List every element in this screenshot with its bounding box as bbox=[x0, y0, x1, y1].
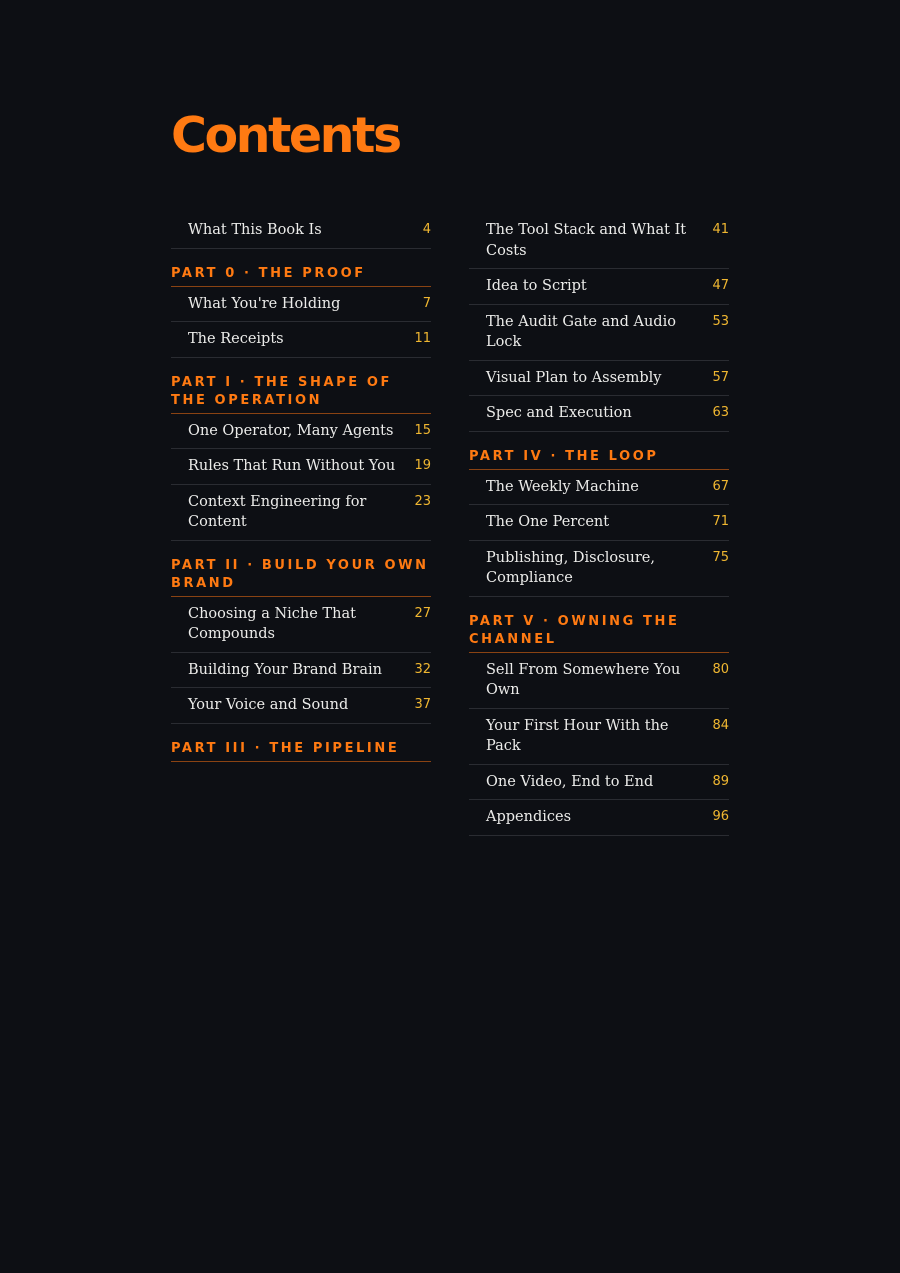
toc-entry-the-receipts[interactable] bbox=[171, 322, 431, 358]
page-number: 67 bbox=[712, 478, 729, 494]
page-number: 89 bbox=[712, 773, 729, 789]
chapter-title: Building Your Brand Brain bbox=[188, 661, 383, 678]
toc-entry-publishing-disclosure-compliance[interactable] bbox=[469, 541, 729, 597]
page-number: 37 bbox=[414, 697, 431, 712]
toc-entry-your-first-hour-with-the-pack[interactable] bbox=[469, 709, 729, 765]
toc-entry-building-your-brand-brain[interactable] bbox=[171, 653, 431, 689]
toc-entry-appendices[interactable] bbox=[469, 800, 729, 836]
page-number: 63 bbox=[712, 405, 729, 420]
toc-left-column bbox=[171, 213, 431, 762]
chapter-title: Idea to Script bbox=[486, 278, 587, 294]
page-number: 15 bbox=[414, 422, 431, 438]
page-number: 53 bbox=[712, 313, 729, 329]
toc-entry-choosing-a-niche-that-compounds[interactable] bbox=[171, 597, 431, 653]
page-number: 4 bbox=[422, 222, 431, 237]
chapter-title: Rules That Run Without You bbox=[188, 458, 396, 474]
toc-entry-your-voice-and-sound[interactable] bbox=[171, 688, 431, 724]
part-heading: PART V · OWNING THE CHANNEL bbox=[469, 613, 729, 653]
part-heading: PART I · THE SHAPE OF THE OPERATION bbox=[171, 374, 431, 414]
toc-entry-one-video-end-to-end[interactable] bbox=[469, 765, 729, 801]
toc-entry-what-this-book-is[interactable] bbox=[171, 213, 431, 249]
page-number: 57 bbox=[712, 369, 729, 385]
chapter-title: Your First Hour With the Pack bbox=[486, 717, 669, 754]
page-number: 7 bbox=[422, 295, 431, 311]
chapter-title: Choosing a Niche That Compounds bbox=[188, 605, 356, 642]
page-number: 80 bbox=[712, 661, 729, 677]
chapter-title: One Video, End to End bbox=[486, 773, 654, 790]
page-number: 75 bbox=[712, 549, 729, 565]
chapter-title: What This Book Is bbox=[188, 222, 322, 238]
chapter-title: Visual Plan to Assembly bbox=[486, 369, 662, 386]
chapter-title: The One Percent bbox=[486, 514, 610, 530]
toc-entry-the-one-percent[interactable] bbox=[469, 505, 729, 541]
toc-entry-what-you-re-holding[interactable] bbox=[171, 287, 431, 323]
part-heading: PART II · BUILD YOUR OWN BRAND bbox=[171, 557, 431, 597]
chapter-title: The Weekly Machine bbox=[486, 478, 639, 495]
chapter-title: The Audit Gate and Audio Lock bbox=[486, 313, 676, 350]
page-number: 27 bbox=[414, 605, 431, 621]
chapter-title: One Operator, Many Agents bbox=[188, 422, 394, 439]
toc-entry-rules-that-run-without-you[interactable] bbox=[171, 449, 431, 485]
toc-entry-sell-from-somewhere-you-own[interactable] bbox=[469, 653, 729, 709]
chapter-title: Publishing, Disclosure, Compliance bbox=[486, 549, 656, 586]
page-number: 32 bbox=[414, 661, 431, 677]
page-number: 71 bbox=[712, 514, 729, 529]
chapter-title: Appendices bbox=[486, 809, 572, 825]
chapter-title: Context Engineering for Content bbox=[188, 493, 367, 530]
chapter-title: What You're Holding bbox=[188, 295, 341, 312]
toc-entry-the-audit-gate-and-audio-lock[interactable] bbox=[469, 305, 729, 361]
page-number: 23 bbox=[414, 493, 431, 509]
toc-right-column bbox=[469, 213, 729, 836]
toc-entry-one-operator-many-agents[interactable] bbox=[171, 414, 431, 450]
toc-entry-context-engineering-for-content[interactable] bbox=[171, 485, 431, 541]
toc-entry-spec-and-execution[interactable] bbox=[469, 396, 729, 432]
toc-entry-the-weekly-machine[interactable] bbox=[469, 470, 729, 506]
page-title: Contents bbox=[171, 107, 400, 164]
page-number: 11 bbox=[414, 331, 431, 346]
page-number: 84 bbox=[712, 717, 729, 733]
page-number: 41 bbox=[712, 222, 729, 237]
toc-entry-visual-plan-to-assembly[interactable] bbox=[469, 361, 729, 397]
part-heading: PART III · THE PIPELINE bbox=[171, 740, 431, 762]
part-heading: PART 0 · THE PROOF bbox=[171, 265, 431, 287]
part-heading: PART IV · THE LOOP bbox=[469, 448, 729, 470]
page-number: 96 bbox=[712, 809, 729, 824]
chapter-title: The Receipts bbox=[188, 331, 284, 347]
page-number: 47 bbox=[712, 278, 729, 293]
toc-entry-idea-to-script[interactable] bbox=[469, 269, 729, 305]
toc-entry-the-tool-stack-and-what-it-costs[interactable] bbox=[469, 213, 729, 269]
chapter-title: Your Voice and Sound bbox=[188, 697, 349, 713]
chapter-title: The Tool Stack and What It Costs bbox=[486, 222, 687, 259]
chapter-title: Spec and Execution bbox=[486, 405, 632, 421]
chapter-title: Sell From Somewhere You Own bbox=[486, 661, 681, 698]
page-number: 19 bbox=[414, 458, 431, 473]
